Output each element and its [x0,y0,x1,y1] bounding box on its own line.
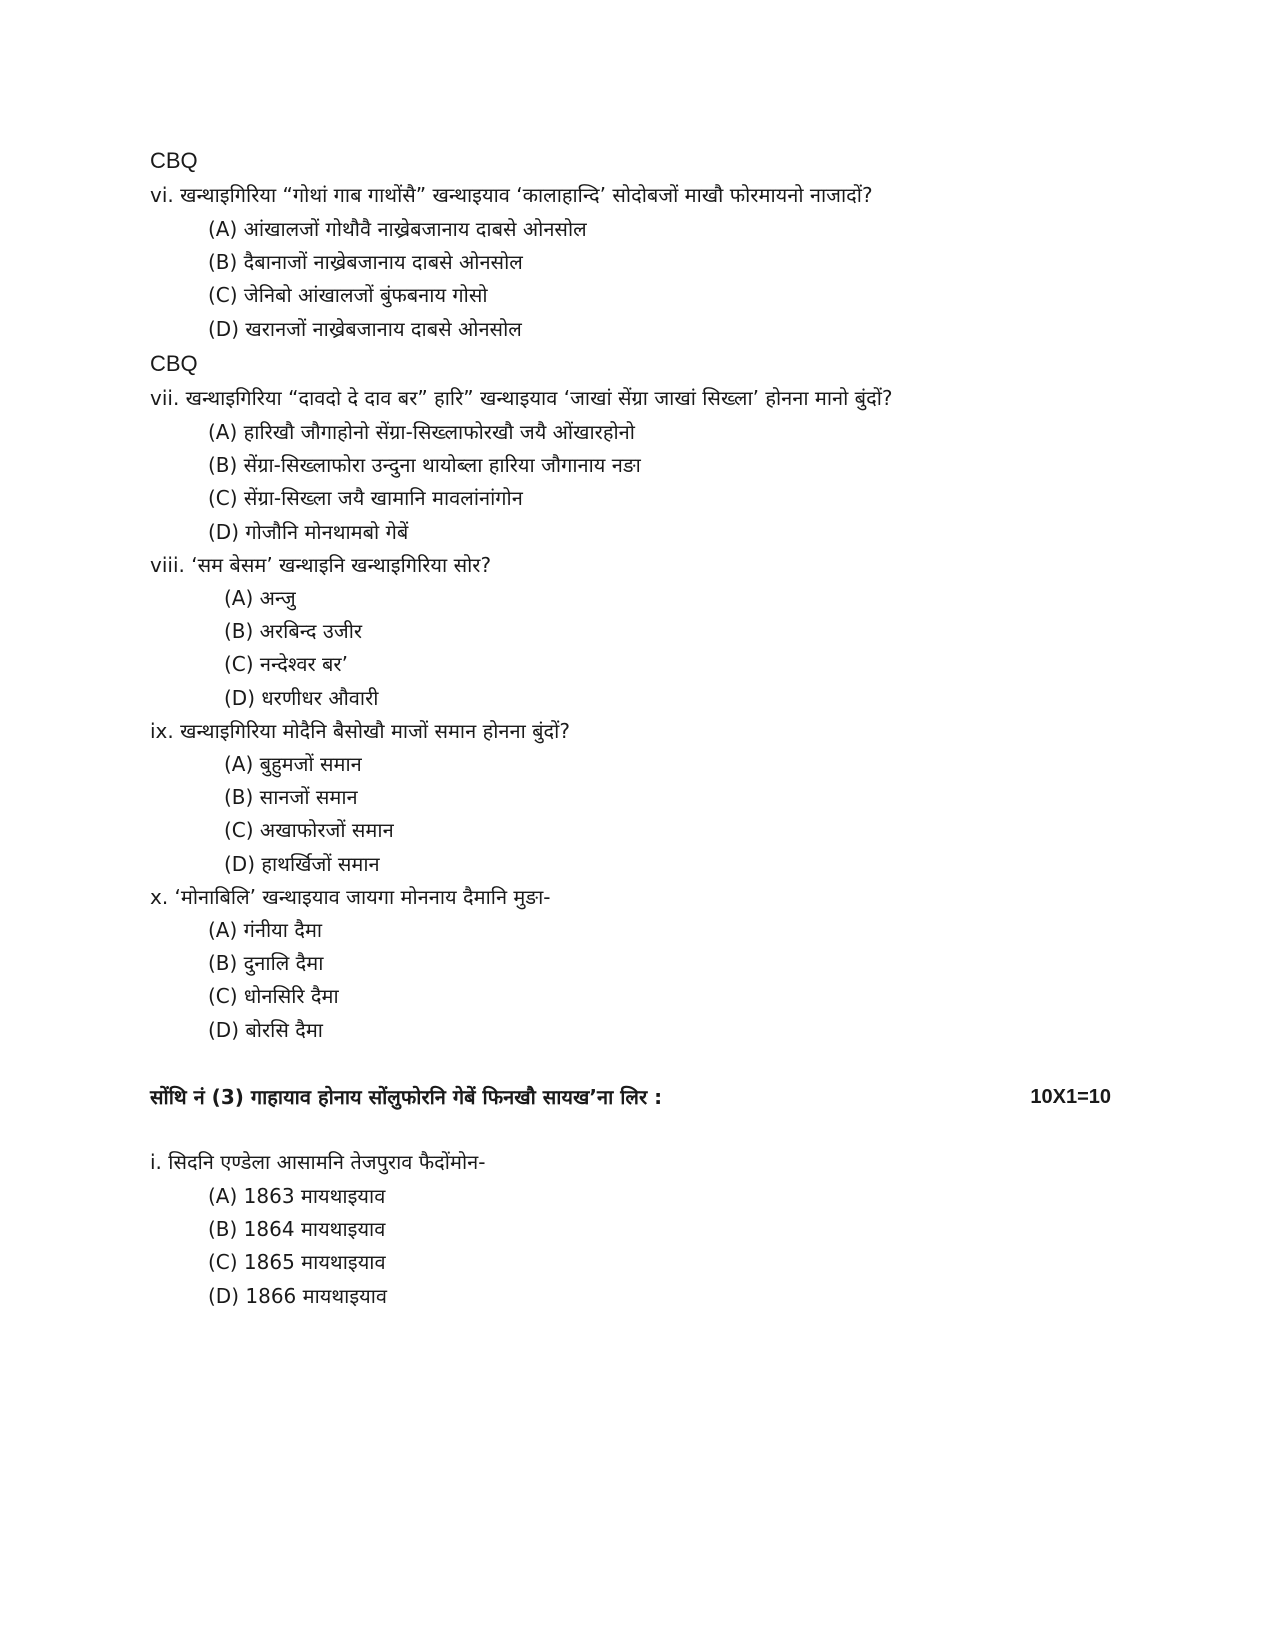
q9-option-d: (D) हाथर्खिजों समान [224,852,380,876]
q6-option-b: (B) दैबानाजों नाख्रेबजानाय दाबसे ओनसोल [208,250,523,274]
q10-option-d: (D) बोरसि दैमा [208,1018,323,1042]
question-8: viii. ‘सम बेसम’ खन्थाइनि खन्थाइगिरिया सोर? [150,553,492,577]
q9-option-b: (B) सानजों समान [224,785,358,809]
question-7: vii. खन्थाइगिरिया “दावदो दे दाव बर” हारि” खन्थाइयाव ‘जाखां सेंग्रा जाखां सिख्ला’ होनना मानो बुंदों? [150,386,893,410]
q7-option-d: (D) गोजौनि मोनथामबो गेबें [208,520,409,544]
q8-option-b: (B) अरबिन्द उजीर [224,619,363,643]
q7-option-a: (A) हारिखौ जौगाहोनो सेंग्रा-सिख्लाफोरखौ जयै ओंखारहोनो [208,420,635,444]
s3q1-option-b: (B) 1864 मायथाइयाव [208,1217,386,1241]
s3q1-option-a: (A) 1863 मायथाइयाव [208,1184,386,1208]
s3q1-option-c: (C) 1865 मायथाइयाव [208,1250,386,1274]
q8-option-c: (C) नन्देश्वर बर’ [224,652,348,676]
q10-option-c: (C) धोनसिरि दैमा [208,984,339,1008]
question-10: x. ‘मोनाबिलि’ खन्थाइयाव जायगा मोननाय दैमानि मुङा- [150,885,551,909]
q9-option-c: (C) अखाफोरजों समान [224,818,394,842]
cbq-label: CBQ [150,148,198,173]
q6-option-d: (D) खरानजों नाख्रेबजानाय दाबसे ओनसोल [208,317,522,341]
question-6: vi. खन्थाइगिरिया “गोथां गाब गाथोंसै” खन्थाइयाव ‘कालाहान्दि’ सोदोबजों माखौ फोरमायनो नाजादों? [150,183,873,207]
s3q1-option-d: (D) 1866 मायथाइयाव [208,1284,388,1308]
cbq-label: CBQ [150,351,198,376]
q7-option-b: (B) सेंग्रा-सिख्लाफोरा उन्दुना थायोब्ला हारिया जौगानाय नङा [208,453,641,477]
q10-option-b: (B) दुनालि दैमा [208,951,324,975]
q9-option-a: (A) बुहुमजों समान [224,752,362,776]
section-marks: 10X1=10 [1030,1086,1111,1108]
q7-option-c: (C) सेंग्रा-सिख्ला जयै खामानि मावलांनांगोन [208,486,523,510]
question-9: ix. खन्थाइगिरिया मोदैनि बैसोखौ माजों समान होनना बुंदों? [150,719,570,743]
q6-option-a: (A) आंखालजों गोथौवै नाख्रेबजानाय दाबसे ओनसोल [208,217,587,241]
q10-option-a: (A) गंनीया दैमा [208,918,323,942]
q6-option-c: (C) जेनिबो आंखालजों बुंफबनाय गोसो [208,283,488,307]
section3-question-1: i. सिदनि एण्डेला आसामनि तेजपुराव फैदोंमोन- [150,1150,486,1174]
q8-option-a: (A) अन्जु [224,586,296,610]
q8-option-d: (D) धरणीधर औवारी [224,686,379,710]
section-heading: सोंथि नं (3) गाहायाव होनाय सोंलुफोरनि गेबें फिनखौ सायख’ना लिर : [150,1085,663,1109]
